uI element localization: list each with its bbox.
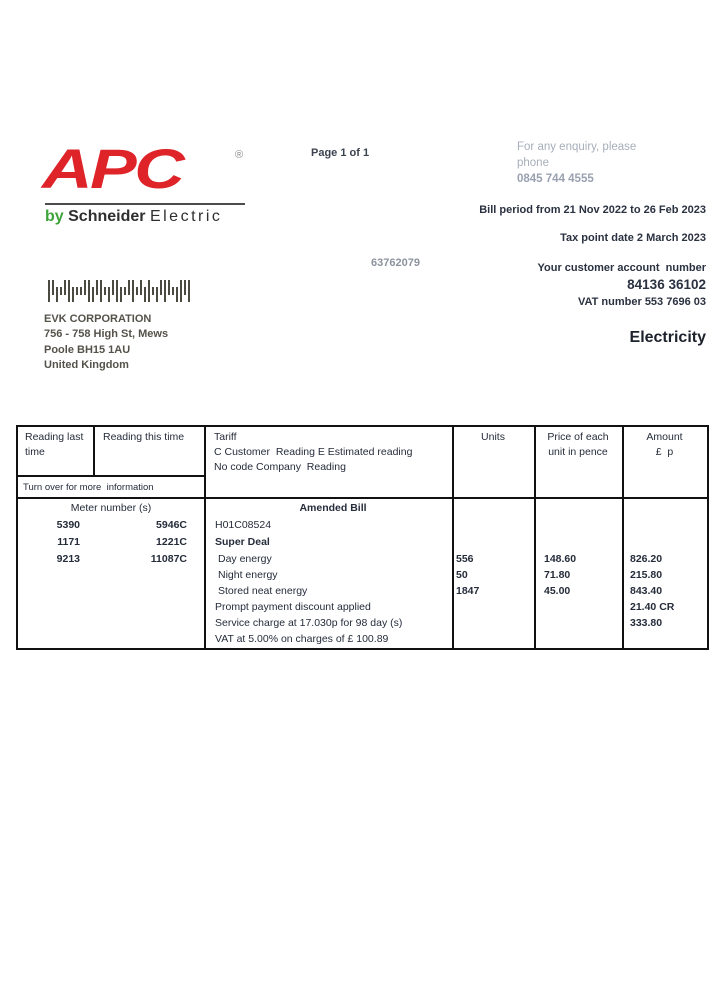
customer-address-block — [44, 312, 168, 374]
tariff-code: H01C08524 — [215, 519, 272, 531]
barcode-bar — [160, 280, 162, 295]
barcode-bar — [132, 280, 134, 302]
customer-address-line1: 756 - 758 High St, Mews — [44, 328, 169, 341]
meter-last-1: 5390 — [56, 519, 80, 531]
apc-logo — [42, 137, 183, 200]
barcode-bar — [64, 280, 66, 295]
barcode-bar — [128, 280, 130, 295]
barcode-bar — [164, 280, 166, 302]
byline-electric: Electric — [149, 208, 223, 225]
barcode-bar — [156, 287, 158, 302]
barcode-bar — [48, 280, 50, 302]
barcode-bar — [180, 280, 182, 302]
table-line — [534, 427, 536, 648]
apc-logo-text: APC — [42, 137, 183, 200]
meter-this-2: 1221C — [156, 536, 187, 548]
bill-line-price: 148.60 — [544, 553, 577, 565]
barcode-bar — [144, 287, 146, 302]
bill-line-desc: Prompt payment discount applied — [215, 601, 371, 613]
service-type-title: Electricity — [629, 329, 706, 346]
vat-number: VAT number 553 7696 03 — [578, 296, 706, 308]
account-number-value: 84136 36102 — [627, 277, 706, 292]
barcode-bar — [116, 280, 118, 302]
meter-last-3: 9213 — [56, 553, 80, 565]
barcode-bar — [136, 287, 138, 295]
bill-line-price: 45.00 — [544, 585, 571, 597]
table-line — [18, 475, 204, 477]
enquiry-block — [517, 139, 702, 187]
barcode-bar — [68, 280, 70, 302]
byline-schneider: Schneider — [68, 208, 146, 225]
bill-line-amount: 333.80 — [630, 617, 663, 629]
bill-line-desc: Night energy — [218, 569, 278, 581]
bill-line-desc: Stored neat energy — [218, 585, 308, 597]
tariff-plan: Super Deal — [215, 536, 270, 548]
header-reading-last-time: Reading last time — [25, 431, 84, 458]
barcode-bar — [92, 287, 94, 302]
bill-line-desc: Day energy — [218, 553, 272, 565]
enquiry-line2: phone — [517, 157, 549, 169]
customer-address-line3: United Kingdom — [44, 359, 129, 372]
table-line — [93, 427, 95, 475]
page-number-label: Page 1 of 1 — [311, 147, 370, 159]
barcode-bar — [108, 287, 110, 302]
meter-this-1: 5946C — [156, 519, 187, 531]
bill-reference-number: 63762079 — [371, 257, 420, 269]
bill-line-amount: 21.40 CR — [630, 601, 675, 613]
header-tariff-line1: Tariff — [214, 431, 237, 443]
barcode-bar — [112, 280, 114, 295]
amended-bill-title: Amended Bill — [299, 502, 367, 514]
barcode-bar — [184, 280, 186, 295]
header-reading-this-time: Reading this time — [103, 431, 185, 443]
barcode-bar — [176, 287, 178, 302]
bill-line-units: 556 — [456, 553, 474, 565]
barcode-bar — [148, 280, 150, 302]
barcode-bar — [168, 280, 170, 295]
header-units: Units — [481, 431, 505, 443]
enquiry-line1: For any enquiry, please — [517, 141, 637, 153]
registered-trademark-icon: ® — [235, 149, 244, 161]
meter-number-title: Meter number (s) — [70, 502, 152, 514]
header-price-line2: unit in pence — [548, 446, 608, 458]
barcode-bar — [72, 287, 74, 302]
barcode-bar — [120, 287, 122, 302]
barcode-bar — [80, 287, 82, 295]
enquiry-phone: 0845 744 4555 — [517, 173, 594, 185]
barcode-bar — [100, 280, 102, 302]
header-amount-line2: £ p — [655, 446, 674, 458]
tax-point-date: Tax point date 2 March 2023 — [560, 232, 706, 244]
meter-this-3: 11087C — [150, 553, 187, 565]
barcode-bar — [60, 287, 62, 295]
header-tariff-line3: No code Company Reading — [214, 461, 346, 473]
barcode-bar — [104, 287, 106, 295]
barcode-bar — [188, 280, 190, 302]
bill-line-amount: 843.40 — [630, 585, 663, 597]
customer-name: EVK CORPORATION — [44, 313, 152, 325]
meter-last-2: 1171 — [57, 536, 80, 548]
table-line — [452, 427, 454, 648]
charges-table — [16, 425, 709, 650]
turn-over-note: Turn over for more information — [23, 482, 154, 493]
table-line — [18, 497, 707, 499]
header-price — [534, 430, 622, 460]
bill-line-units: 1847 — [456, 585, 480, 597]
barcode-bar — [140, 280, 142, 295]
schneider-byline — [45, 209, 222, 225]
header-price-line1: Price of each — [547, 431, 609, 443]
barcode-bar — [76, 287, 78, 295]
bill-line-price: 71.80 — [544, 569, 571, 581]
header-amount — [622, 430, 707, 460]
byline-by: by — [45, 208, 64, 225]
bill-line-amount: 826.20 — [630, 553, 663, 565]
logo-divider — [45, 203, 245, 205]
bill-line-desc: Service charge at 17.030p for 98 day (s) — [215, 617, 403, 629]
barcode-bar — [152, 287, 154, 295]
header-amount-line1: Amount — [646, 431, 683, 443]
barcode-bar — [96, 280, 98, 295]
table-line — [622, 427, 624, 648]
barcode-bar — [124, 287, 126, 295]
header-tariff-line2: C Customer Reading E Estimated reading — [214, 446, 413, 458]
account-number-label: Your customer account number — [537, 262, 706, 274]
barcode-bar — [172, 287, 174, 295]
barcode-bar — [88, 280, 90, 302]
postal-barcode-icon — [48, 280, 190, 302]
barcode-bar — [56, 287, 58, 302]
customer-address-line2: Poole BH15 1AU — [44, 343, 131, 356]
table-line — [204, 427, 206, 648]
header-tariff — [214, 430, 450, 475]
barcode-bar — [52, 280, 54, 295]
bill-period: Bill period from 21 Nov 2022 to 26 Feb 2023 — [479, 204, 706, 216]
bill-line-units: 50 — [456, 569, 468, 581]
bill-line-amount: 215.80 — [630, 569, 663, 581]
bill-line-desc: VAT at 5.00% on charges of £ 100.89 — [215, 633, 389, 645]
barcode-bar — [84, 280, 86, 295]
